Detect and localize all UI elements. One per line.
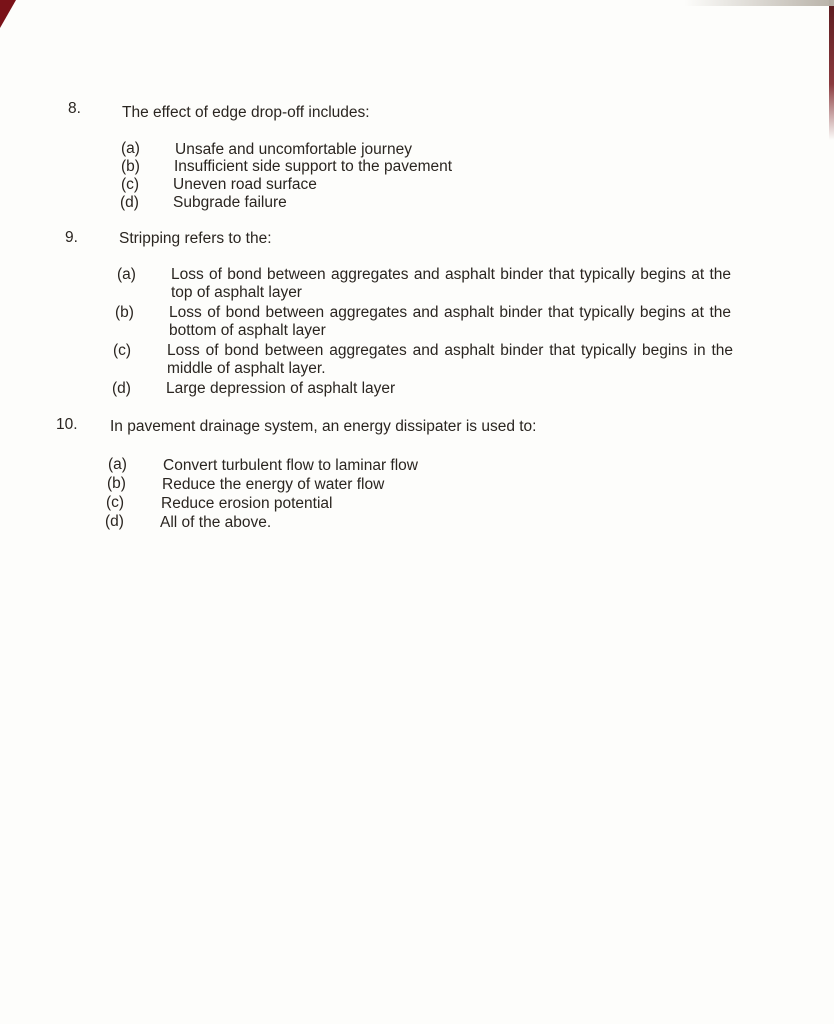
option-letter: (d) <box>112 380 131 397</box>
option-letter: (c) <box>106 494 125 511</box>
option-text: Loss of bond between aggregates and asphalt binder that typically begins at the bottom of asphalt layer <box>169 304 731 339</box>
option-text: Insufficient side support to the pavement <box>174 158 453 175</box>
page-top-edge <box>684 0 834 6</box>
option-text: Uneven road surface <box>173 176 317 193</box>
option-letter: (a) <box>108 456 127 473</box>
option-text: Large depression of asphalt layer <box>166 380 396 397</box>
question-text: Stripping refers to the: <box>119 230 272 247</box>
option-text: Reduce erosion potential <box>161 495 333 512</box>
option-text: Subgrade failure <box>173 194 287 211</box>
option-letter: (b) <box>121 158 140 175</box>
option-letter: (d) <box>105 513 124 530</box>
question-number: 9. <box>65 229 78 246</box>
question-number: 8. <box>68 100 81 117</box>
option-text: Loss of bond between aggregates and asphalt binder that typically begins at the top of asphalt layer <box>171 266 731 301</box>
option-text: All of the above. <box>160 514 272 531</box>
question-text: In pavement drainage system, an energy dissipater is used to: <box>110 418 537 435</box>
option-text: Unsafe and uncomfortable journey <box>175 141 412 158</box>
option-letter: (a) <box>117 266 136 283</box>
option-letter: (d) <box>120 194 139 211</box>
question-text: The effect of edge drop-off includes: <box>122 104 370 121</box>
option-letter: (a) <box>121 140 140 157</box>
option-text: Loss of bond between aggregates and asphalt binder that typically begins in the middle of asphalt layer. <box>167 342 733 377</box>
question-number: 10. <box>56 416 78 433</box>
option-letter: (b) <box>107 475 126 492</box>
binder-corner-mark <box>0 0 16 28</box>
page-edge-shadow <box>829 0 834 140</box>
option-letter: (c) <box>113 342 132 359</box>
option-text: Reduce the energy of water flow <box>162 476 385 493</box>
option-letter: (b) <box>115 304 134 321</box>
option-letter: (c) <box>121 176 140 193</box>
option-text: Convert turbulent flow to laminar flow <box>163 457 419 474</box>
